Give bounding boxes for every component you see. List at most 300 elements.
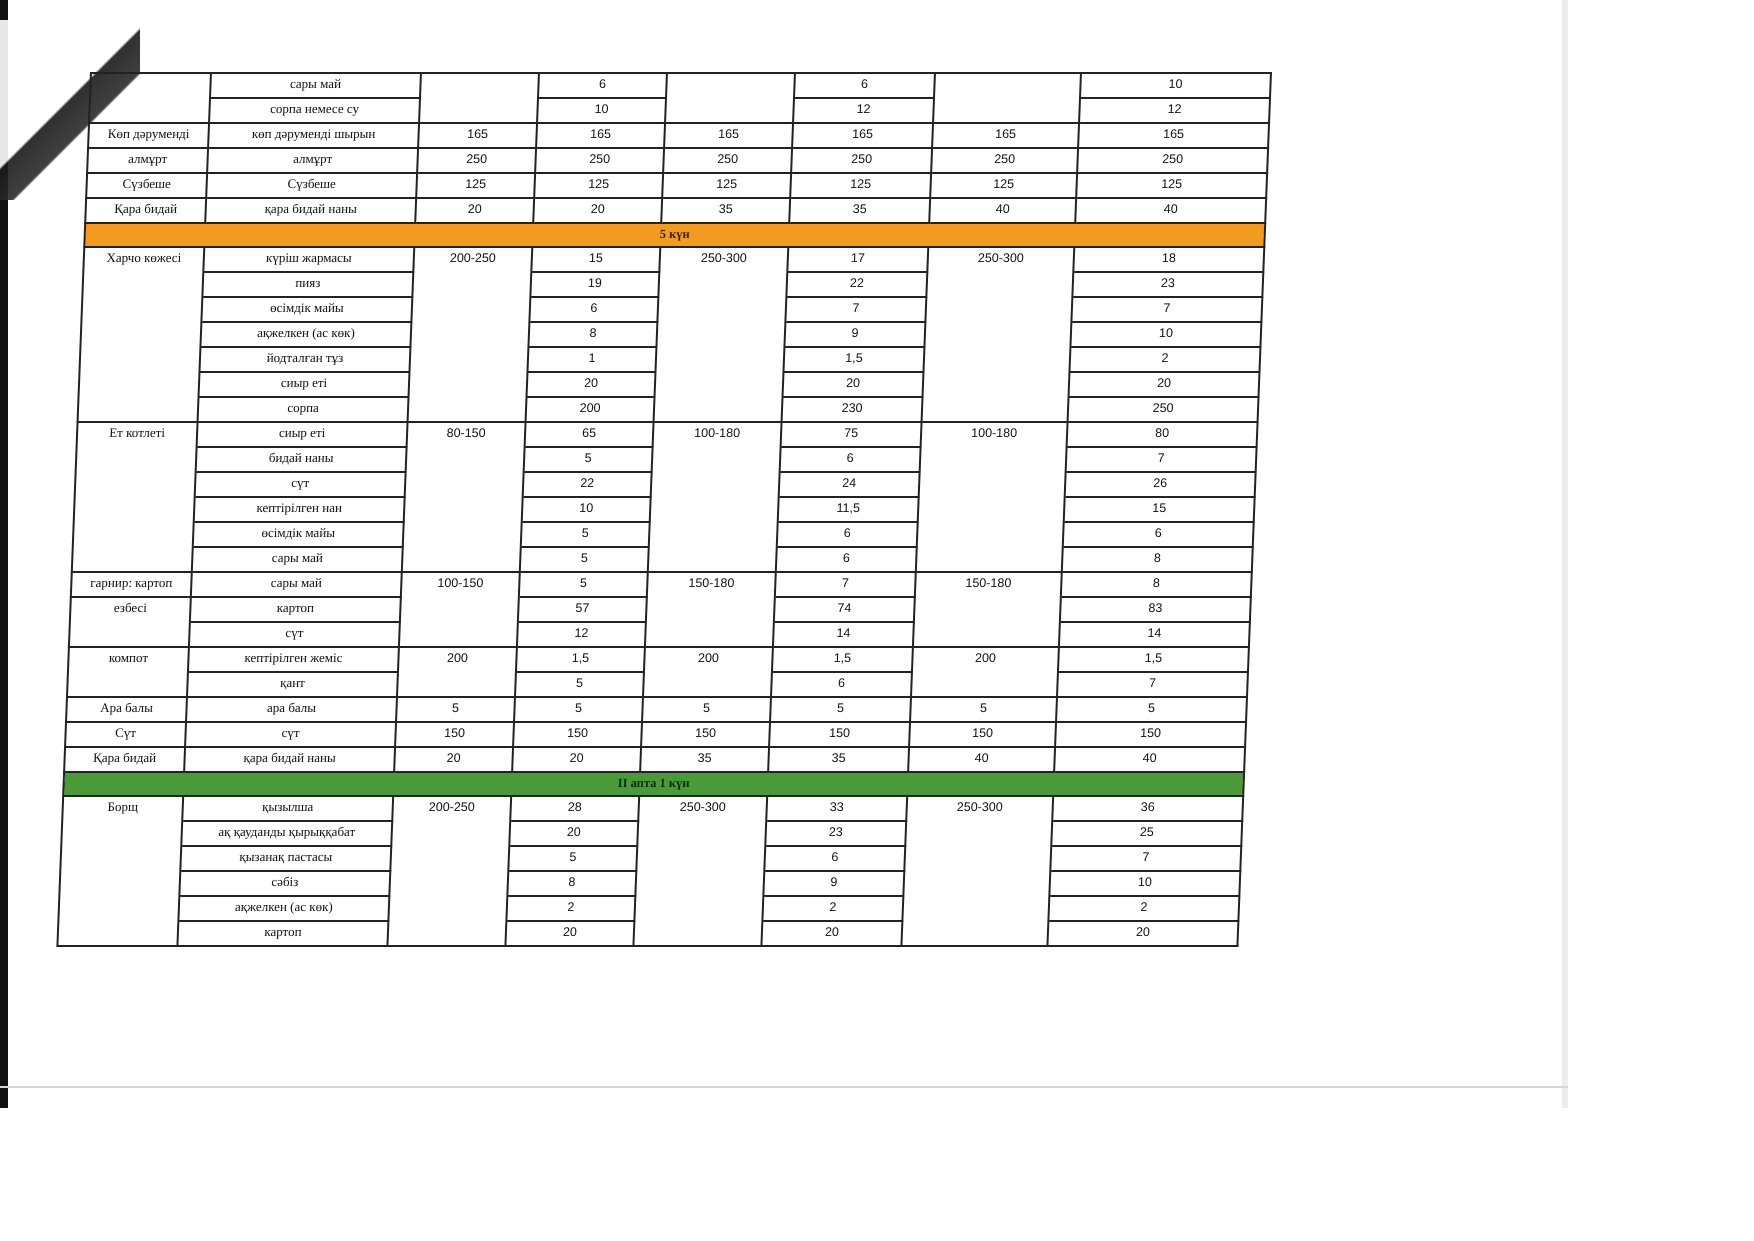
- quantity-3-cell: 10: [1049, 871, 1240, 896]
- serving-size-3-cell: 5: [910, 697, 1057, 722]
- table-row: [82, 272, 1263, 297]
- serving-size-3-cell: [911, 672, 1058, 697]
- menu-portion-table: [56, 72, 1272, 947]
- serving-size-3-cell: [917, 522, 1064, 547]
- table-row: [81, 297, 1262, 322]
- serving-size-2-cell: [637, 821, 766, 846]
- serving-size-1-cell: [404, 497, 523, 522]
- quantity-2-cell: 6: [780, 447, 921, 472]
- serving-size-3-cell: [924, 322, 1071, 347]
- quantity-2-cell: 7: [785, 297, 926, 322]
- serving-size-1-cell: 20: [415, 198, 534, 223]
- serving-size-2-cell: 35: [640, 747, 769, 772]
- serving-size-2-cell: [633, 921, 762, 946]
- quantity-1-cell: 8: [507, 871, 636, 896]
- serving-size-3-cell: [916, 547, 1063, 572]
- quantity-2-cell: 24: [779, 472, 920, 497]
- day-band-row: [84, 223, 1265, 247]
- ingredient-cell: пияз: [202, 272, 413, 297]
- serving-size-3-cell: 200: [912, 647, 1059, 672]
- serving-size-1-cell: 100-150: [401, 572, 520, 597]
- quantity-1-cell: 150: [513, 722, 642, 747]
- table-row: [75, 472, 1256, 497]
- table-row: [78, 397, 1259, 422]
- quantity-1-cell: 2: [506, 896, 635, 921]
- table-row: [71, 572, 1252, 597]
- table-row: [76, 447, 1257, 472]
- serving-size-1-cell: [410, 322, 529, 347]
- serving-size-2-cell: [655, 372, 784, 397]
- serving-size-1-cell: 20: [394, 747, 513, 772]
- quantity-1-cell: 65: [525, 422, 654, 447]
- serving-size-1-cell: 250: [417, 148, 536, 173]
- quantity-2-cell: 6: [776, 547, 917, 572]
- quantity-1-cell: 20: [505, 921, 634, 946]
- table-row: [85, 198, 1266, 223]
- serving-size-2-cell: [652, 447, 781, 472]
- ingredient-cell: қызанақ пастасы: [180, 846, 391, 871]
- serving-size-1-cell: 200-250: [413, 247, 532, 272]
- quantity-1-cell: 8: [528, 322, 657, 347]
- serving-size-3-cell: [903, 871, 1050, 896]
- serving-size-1-cell: [405, 472, 524, 497]
- dish-name-cell: Сүзбеше: [86, 173, 207, 198]
- serving-size-3-cell: 150-180: [915, 572, 1062, 597]
- serving-size-1-cell: [390, 846, 509, 871]
- serving-size-2-cell: 250-300: [659, 247, 788, 272]
- serving-size-2-cell: [666, 73, 795, 98]
- dish-name-cell: Қара бидай: [85, 198, 206, 223]
- ingredient-cell: сүт: [189, 622, 400, 647]
- quantity-2-cell: 17: [787, 247, 928, 272]
- dish-name-cell: [80, 322, 201, 347]
- dish-name-cell: [59, 871, 180, 896]
- table-row: [79, 347, 1260, 372]
- quantity-2-cell: 20: [783, 372, 924, 397]
- quantity-2-cell: 14: [773, 622, 914, 647]
- table-row: [60, 846, 1241, 871]
- quantity-1-cell: 6: [529, 297, 658, 322]
- quantity-3-cell: 14: [1059, 622, 1250, 647]
- quantity-3-cell: 26: [1065, 472, 1256, 497]
- quantity-2-cell: 35: [789, 198, 930, 223]
- quantity-2-cell: 22: [786, 272, 927, 297]
- quantity-3-cell: 20: [1069, 372, 1260, 397]
- serving-size-1-cell: [420, 73, 539, 98]
- table-row: [57, 921, 1238, 946]
- quantity-3-cell: 165: [1078, 123, 1269, 148]
- serving-size-3-cell: [923, 347, 1070, 372]
- serving-size-2-cell: [651, 472, 780, 497]
- dish-name-cell: [89, 98, 210, 123]
- ingredient-cell: картоп: [190, 597, 401, 622]
- quantity-2-cell: 150: [769, 722, 910, 747]
- ingredient-cell: өсімдік майы: [201, 297, 412, 322]
- serving-size-3-cell: 165: [932, 123, 1079, 148]
- table-row: [87, 148, 1268, 173]
- serving-size-1-cell: [389, 871, 508, 896]
- table-row: [66, 697, 1247, 722]
- table-row: [88, 123, 1269, 148]
- serving-size-3-cell: [934, 73, 1081, 98]
- serving-size-3-cell: 250-300: [927, 247, 1074, 272]
- dish-name-cell: [79, 372, 200, 397]
- serving-size-2-cell: [650, 497, 779, 522]
- ingredient-cell: ара балы: [186, 697, 397, 722]
- serving-size-3-cell: [902, 896, 1049, 921]
- serving-size-2-cell: 150: [641, 722, 770, 747]
- ingredient-cell: өсімдік майы: [193, 522, 404, 547]
- serving-size-3-cell: 250-300: [906, 796, 1053, 821]
- ingredient-cell: сәбіз: [179, 871, 390, 896]
- serving-size-1-cell: [408, 397, 527, 422]
- quantity-3-cell: 2: [1048, 896, 1239, 921]
- dish-name-cell: компот: [68, 647, 189, 672]
- quantity-3-cell: 18: [1073, 247, 1264, 272]
- serving-size-3-cell: [914, 597, 1061, 622]
- quantity-3-cell: 1,5: [1058, 647, 1249, 672]
- table-row: [64, 747, 1245, 772]
- serving-size-1-cell: [402, 547, 521, 572]
- quantity-2-cell: 9: [763, 871, 904, 896]
- day-band-label: 5 күн: [84, 223, 1265, 247]
- dish-name-cell: [90, 73, 211, 98]
- serving-size-3-cell: [922, 397, 1069, 422]
- ingredient-cell: көп дәруменді шырын: [208, 123, 419, 148]
- ingredient-cell: сорпа: [198, 397, 409, 422]
- table-row: [59, 871, 1240, 896]
- serving-size-3-cell: [913, 622, 1060, 647]
- quantity-1-cell: 20: [512, 747, 641, 772]
- serving-size-3-cell: [925, 297, 1072, 322]
- quantity-2-cell: 23: [765, 821, 906, 846]
- ingredient-cell: сары май: [191, 572, 402, 597]
- quantity-1-cell: 5: [524, 447, 653, 472]
- ingredient-cell: күріш жармасы: [203, 247, 414, 272]
- serving-size-1-cell: [412, 272, 531, 297]
- serving-size-3-cell: 100-180: [921, 422, 1068, 447]
- serving-size-1-cell: 150: [395, 722, 514, 747]
- quantity-3-cell: 7: [1066, 447, 1257, 472]
- serving-size-2-cell: [634, 896, 763, 921]
- serving-size-2-cell: 150-180: [647, 572, 776, 597]
- dish-name-cell: [79, 347, 200, 372]
- serving-size-2-cell: [636, 846, 765, 871]
- quantity-3-cell: 15: [1064, 497, 1255, 522]
- dish-name-cell: Ет котлеті: [77, 422, 198, 447]
- quantity-3-cell: 8: [1062, 547, 1253, 572]
- quantity-3-cell: 6: [1063, 522, 1254, 547]
- dish-name-cell: [78, 397, 199, 422]
- ingredient-cell: сары май: [192, 547, 403, 572]
- serving-size-1-cell: [419, 98, 538, 123]
- serving-size-1-cell: [409, 372, 528, 397]
- quantity-1-cell: 20: [509, 821, 638, 846]
- quantity-1-cell: 20: [533, 198, 662, 223]
- serving-size-3-cell: [918, 497, 1065, 522]
- serving-size-1-cell: 125: [416, 173, 535, 198]
- serving-size-1-cell: [399, 622, 518, 647]
- quantity-1-cell: 5: [520, 547, 649, 572]
- serving-size-3-cell: [933, 98, 1080, 123]
- ingredient-cell: сүт: [185, 722, 396, 747]
- quantity-2-cell: 6: [764, 846, 905, 871]
- ingredient-cell: Сүзбеше: [206, 173, 417, 198]
- quantity-2-cell: 6: [794, 73, 935, 98]
- dish-name-cell: [76, 447, 197, 472]
- serving-size-3-cell: [926, 272, 1073, 297]
- dish-name-cell: Қара бидай: [64, 747, 185, 772]
- quantity-2-cell: 6: [771, 672, 912, 697]
- table-row: [77, 422, 1258, 447]
- table-row: [72, 547, 1253, 572]
- serving-size-2-cell: [635, 871, 764, 896]
- quantity-3-cell: 125: [1076, 173, 1267, 198]
- quantity-3-cell: 8: [1061, 572, 1252, 597]
- quantity-1-cell: 28: [510, 796, 639, 821]
- quantity-3-cell: 36: [1052, 796, 1243, 821]
- quantity-3-cell: 7: [1057, 672, 1248, 697]
- quantity-2-cell: 75: [781, 422, 922, 447]
- quantity-1-cell: 5: [515, 672, 644, 697]
- quantity-3-cell: 10: [1080, 73, 1271, 98]
- dish-name-cell: Ара балы: [66, 697, 187, 722]
- serving-size-1-cell: [400, 597, 519, 622]
- quantity-1-cell: 1: [527, 347, 656, 372]
- quantity-1-cell: 125: [534, 173, 663, 198]
- scanned-menu-sheet: [55, 72, 1270, 982]
- dish-name-cell: [72, 547, 193, 572]
- dish-name-cell: Сүт: [65, 722, 186, 747]
- quantity-1-cell: 5: [519, 572, 648, 597]
- dish-name-cell: [60, 846, 181, 871]
- serving-size-2-cell: [665, 98, 794, 123]
- table-row: [65, 722, 1246, 747]
- ingredient-cell: ақжелкен (ас көк): [178, 896, 389, 921]
- ingredient-cell: қызылша: [182, 796, 393, 821]
- ingredient-cell: алмұрт: [207, 148, 418, 173]
- quantity-3-cell: 80: [1067, 422, 1258, 447]
- quantity-1-cell: 15: [531, 247, 660, 272]
- quantity-3-cell: 40: [1075, 198, 1266, 223]
- table-row: [69, 622, 1250, 647]
- table-row: [61, 821, 1242, 846]
- quantity-1-cell: 5: [521, 522, 650, 547]
- serving-size-2-cell: [649, 522, 778, 547]
- table-row: [80, 322, 1261, 347]
- serving-size-2-cell: [656, 322, 785, 347]
- serving-size-2-cell: [643, 672, 772, 697]
- ingredient-cell: қара бидай наны: [205, 198, 416, 223]
- quantity-1-cell: 200: [526, 397, 655, 422]
- serving-size-1-cell: [387, 921, 506, 946]
- serving-size-3-cell: [901, 921, 1048, 946]
- serving-size-3-cell: [905, 821, 1052, 846]
- ingredient-cell: кептірілген жеміс: [188, 647, 399, 672]
- quantity-2-cell: 165: [792, 123, 933, 148]
- table-row: [74, 497, 1255, 522]
- quantity-3-cell: 2: [1069, 347, 1260, 372]
- dish-name-cell: Харчо көжесі: [83, 247, 204, 272]
- serving-size-2-cell: 35: [661, 198, 790, 223]
- quantity-2-cell: 1,5: [783, 347, 924, 372]
- dish-name-cell: [61, 821, 182, 846]
- quantity-1-cell: 57: [518, 597, 647, 622]
- serving-size-2-cell: [658, 272, 787, 297]
- dish-name-cell: [81, 297, 202, 322]
- quantity-2-cell: 9: [784, 322, 925, 347]
- serving-size-1-cell: 200: [398, 647, 517, 672]
- serving-size-2-cell: 165: [664, 123, 793, 148]
- serving-size-3-cell: 250: [931, 148, 1078, 173]
- ingredient-cell: сүт: [195, 472, 406, 497]
- quantity-2-cell: 6: [777, 522, 918, 547]
- dish-name-cell: [67, 672, 188, 697]
- ingredient-cell: ақ қауданды қырыққабат: [181, 821, 392, 846]
- table-row: [67, 672, 1248, 697]
- quantity-2-cell: 230: [782, 397, 923, 422]
- quantity-1-cell: 250: [535, 148, 664, 173]
- dish-name-cell: [58, 896, 179, 921]
- quantity-2-cell: 2: [762, 896, 903, 921]
- menu-table-body: [57, 73, 1271, 946]
- quantity-2-cell: 250: [791, 148, 932, 173]
- serving-size-2-cell: 125: [662, 173, 791, 198]
- dish-name-cell: [82, 272, 203, 297]
- quantity-1-cell: 22: [523, 472, 652, 497]
- ingredient-cell: ақжелкен (ас көк): [200, 322, 411, 347]
- quantity-3-cell: 150: [1055, 722, 1246, 747]
- serving-size-3-cell: [920, 447, 1067, 472]
- table-row: [86, 173, 1267, 198]
- dish-name-cell: Көп дәруменді: [88, 123, 209, 148]
- quantity-2-cell: 11,5: [778, 497, 919, 522]
- serving-size-3-cell: 40: [929, 198, 1076, 223]
- quantity-2-cell: 20: [761, 921, 902, 946]
- serving-size-2-cell: [657, 297, 786, 322]
- quantity-1-cell: 20: [527, 372, 656, 397]
- quantity-1-cell: 165: [536, 123, 665, 148]
- serving-size-2-cell: [654, 397, 783, 422]
- dish-name-cell: езбесі: [70, 597, 191, 622]
- table-row: [62, 796, 1243, 821]
- serving-size-1-cell: 80-150: [407, 422, 526, 447]
- dish-name-cell: [74, 497, 195, 522]
- table-row: [73, 522, 1254, 547]
- quantity-1-cell: 10: [522, 497, 651, 522]
- quantity-3-cell: 10: [1070, 322, 1261, 347]
- dish-name-cell: [57, 921, 178, 946]
- serving-size-1-cell: 165: [418, 123, 537, 148]
- ingredient-cell: сиыр еті: [197, 422, 408, 447]
- dish-name-cell: гарнир: картоп: [71, 572, 192, 597]
- ingredient-cell: йодталған тұз: [199, 347, 410, 372]
- quantity-1-cell: 5: [508, 846, 637, 871]
- serving-size-3-cell: 125: [930, 173, 1077, 198]
- serving-size-2-cell: [655, 347, 784, 372]
- table-row: [89, 98, 1270, 123]
- serving-size-3-cell: 40: [908, 747, 1055, 772]
- ingredient-cell: сорпа немесе су: [209, 98, 420, 123]
- serving-size-3-cell: [904, 846, 1051, 871]
- quantity-1-cell: 6: [538, 73, 667, 98]
- quantity-2-cell: 125: [790, 173, 931, 198]
- table-row: [68, 647, 1249, 672]
- day-band-label: II апта 1 күн: [63, 772, 1244, 796]
- table-row: [79, 372, 1260, 397]
- dish-name-cell: [75, 472, 196, 497]
- quantity-2-cell: 12: [793, 98, 934, 123]
- serving-size-1-cell: [391, 821, 510, 846]
- dish-name-cell: Борщ: [62, 796, 183, 821]
- serving-size-2-cell: 100-180: [653, 422, 782, 447]
- serving-size-1-cell: [403, 522, 522, 547]
- serving-size-2-cell: [648, 547, 777, 572]
- serving-size-3-cell: [919, 472, 1066, 497]
- serving-size-1-cell: [411, 297, 530, 322]
- quantity-3-cell: 20: [1047, 921, 1238, 946]
- quantity-3-cell: 25: [1051, 821, 1242, 846]
- quantity-2-cell: 7: [775, 572, 916, 597]
- quantity-3-cell: 5: [1056, 697, 1247, 722]
- serving-size-2-cell: 5: [642, 697, 771, 722]
- serving-size-1-cell: [409, 347, 528, 372]
- quantity-3-cell: 250: [1068, 397, 1259, 422]
- quantity-1-cell: 10: [537, 98, 666, 123]
- quantity-2-cell: 1,5: [772, 647, 913, 672]
- ingredient-cell: бидай наны: [196, 447, 407, 472]
- ingredient-cell: қант: [187, 672, 398, 697]
- serving-size-3-cell: 150: [909, 722, 1056, 747]
- serving-size-1-cell: 200-250: [392, 796, 511, 821]
- day-band-row: [63, 772, 1244, 796]
- ingredient-cell: кептірілген нан: [194, 497, 405, 522]
- quantity-3-cell: 83: [1060, 597, 1251, 622]
- dish-name-cell: алмұрт: [87, 148, 208, 173]
- dish-name-cell: [73, 522, 194, 547]
- serving-size-2-cell: [646, 597, 775, 622]
- table-row: [58, 896, 1239, 921]
- quantity-2-cell: 35: [768, 747, 909, 772]
- serving-size-1-cell: 5: [396, 697, 515, 722]
- quantity-2-cell: 74: [774, 597, 915, 622]
- serving-size-2-cell: [645, 622, 774, 647]
- table-row: [83, 247, 1264, 272]
- scan-bottom-edge: [0, 1086, 1568, 1088]
- ingredient-cell: қара бидай наны: [184, 747, 395, 772]
- dish-name-cell: [69, 622, 190, 647]
- serving-size-1-cell: [397, 672, 516, 697]
- quantity-2-cell: 5: [770, 697, 911, 722]
- ingredient-cell: сары май: [210, 73, 421, 98]
- ingredient-cell: сиыр еті: [199, 372, 410, 397]
- serving-size-1-cell: [406, 447, 525, 472]
- scan-right-edge: [1562, 0, 1568, 1108]
- quantity-2-cell: 33: [766, 796, 907, 821]
- serving-size-2-cell: 250: [663, 148, 792, 173]
- quantity-3-cell: 40: [1054, 747, 1245, 772]
- serving-size-2-cell: 200: [644, 647, 773, 672]
- ingredient-cell: картоп: [177, 921, 388, 946]
- quantity-1-cell: 12: [517, 622, 646, 647]
- serving-size-3-cell: [923, 372, 1070, 397]
- quantity-3-cell: 250: [1077, 148, 1268, 173]
- table-row: [70, 597, 1251, 622]
- quantity-1-cell: 19: [530, 272, 659, 297]
- quantity-3-cell: 7: [1050, 846, 1241, 871]
- quantity-1-cell: 5: [514, 697, 643, 722]
- quantity-3-cell: 7: [1071, 297, 1262, 322]
